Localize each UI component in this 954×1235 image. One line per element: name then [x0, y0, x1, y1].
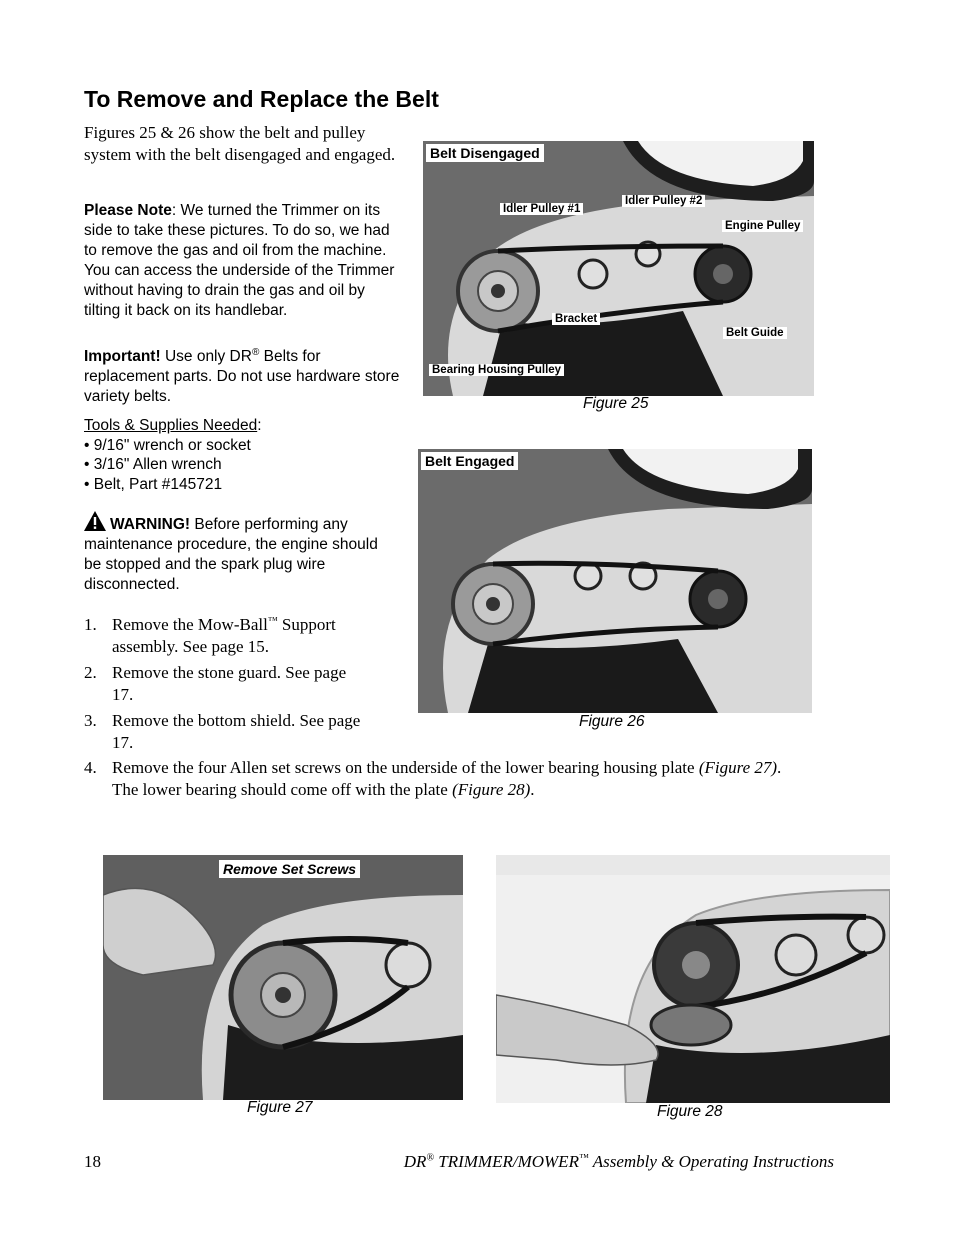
warning-text: Before performing any maintenance procedure, the engine should be stopped and the spark plug wire disconnected.	[84, 516, 378, 593]
warning-paragraph	[84, 511, 394, 595]
steps-list	[84, 614, 384, 758]
figure-28-photo	[496, 855, 890, 1103]
step-item	[84, 662, 352, 706]
step-text: Remove the stone guard. See page 17.	[112, 663, 347, 704]
page-number: 18	[84, 1152, 101, 1171]
footer-brand: DR	[403, 1152, 427, 1171]
trademark-mark: ™	[578, 1152, 589, 1164]
warning-icon	[84, 511, 106, 531]
figure-26-caption: Figure 26	[579, 713, 645, 730]
figure-27-caption: Figure 27	[247, 1099, 313, 1116]
bracket-label: Bracket	[552, 313, 600, 325]
please-note-label: Please Note	[84, 202, 172, 219]
belt-guide-label: Belt Guide	[723, 327, 787, 339]
remove-set-screws-label: Remove Set Screws	[219, 860, 360, 878]
figure-reference: (Figure 28)	[452, 780, 531, 799]
please-note-paragraph	[84, 201, 402, 321]
step-number: 2.	[84, 663, 97, 682]
tools-list-item: • 9/16" wrench or socket	[84, 436, 251, 454]
tools-list	[84, 436, 402, 495]
tools-title: Tools & Supplies Needed	[84, 417, 258, 434]
important-paragraph	[84, 347, 402, 407]
intro-paragraph: Figures 25 & 26 show the belt and pulley system with the belt disengaged and engaged.	[84, 123, 396, 164]
warning-label: WARNING!	[110, 516, 191, 533]
step-text: Remove the Mow-Ball	[112, 615, 268, 634]
step-text: .	[530, 780, 535, 799]
footer-product: TRIMMER/MOWER	[434, 1152, 579, 1171]
registered-mark: ®	[426, 1152, 435, 1164]
footer-title	[404, 1152, 834, 1172]
belt-disengaged-label: Belt Disengaged	[426, 144, 544, 162]
figure-26-photo	[418, 449, 812, 713]
step-text: Remove the four Allen set screws on the underside of the lower bearing housing plate	[112, 758, 699, 777]
important-text-pre: Use only DR	[160, 348, 252, 365]
step-text: . The lower bearing should come off with the plate	[112, 758, 782, 799]
step-text: Support assembly. See page 15.	[112, 615, 336, 656]
engine-pulley-label: Engine Pulley	[722, 220, 803, 232]
tools-colon: :	[257, 417, 262, 434]
figure-28-caption: Figure 28	[657, 1103, 723, 1120]
page-title: To Remove and Replace the Belt	[84, 86, 439, 112]
bearing-housing-pulley-label: Bearing Housing Pulley	[429, 364, 564, 376]
figure-reference: (Figure 27)	[698, 758, 778, 777]
idler-pulley-1-label: Idler Pulley #1	[500, 203, 583, 215]
trademark-mark: ™	[267, 615, 278, 627]
idler-pulley-2-label: Idler Pulley #2	[622, 195, 705, 207]
figure-25-caption: Figure 25	[583, 395, 649, 412]
important-label: Important!	[84, 348, 161, 365]
step-item	[84, 614, 384, 658]
please-note-text: : We turned the Trimmer on its side to take these pictures. To do so, we had to remove the gas and oil from the machine. You can access the underside of the Trimmer without having to drain the gas and oil by tilting it back on its handlebar.	[84, 202, 395, 319]
step-number: 3.	[84, 711, 97, 730]
registered-mark: ®	[251, 346, 260, 358]
step-text: Remove the bottom shield. See page 17.	[112, 711, 361, 752]
tools-section	[84, 416, 402, 494]
belt-engaged-label: Belt Engaged	[421, 452, 518, 470]
footer-subtitle: Assembly & Operating Instructions	[588, 1152, 834, 1171]
figure-27-photo	[103, 855, 463, 1100]
step-number: 4.	[84, 758, 97, 777]
step-item-4	[84, 757, 784, 801]
tools-list-item: • Belt, Part #145721	[84, 475, 223, 493]
important-text-post: Belts for replacement parts. Do not use hardware store variety belts.	[84, 348, 400, 405]
tools-list-item: • 3/16" Allen wrench	[84, 456, 222, 473]
step-number: 1.	[84, 615, 97, 634]
figure-25-photo	[423, 141, 814, 396]
tools-heading	[84, 416, 402, 436]
step-item	[84, 710, 362, 754]
